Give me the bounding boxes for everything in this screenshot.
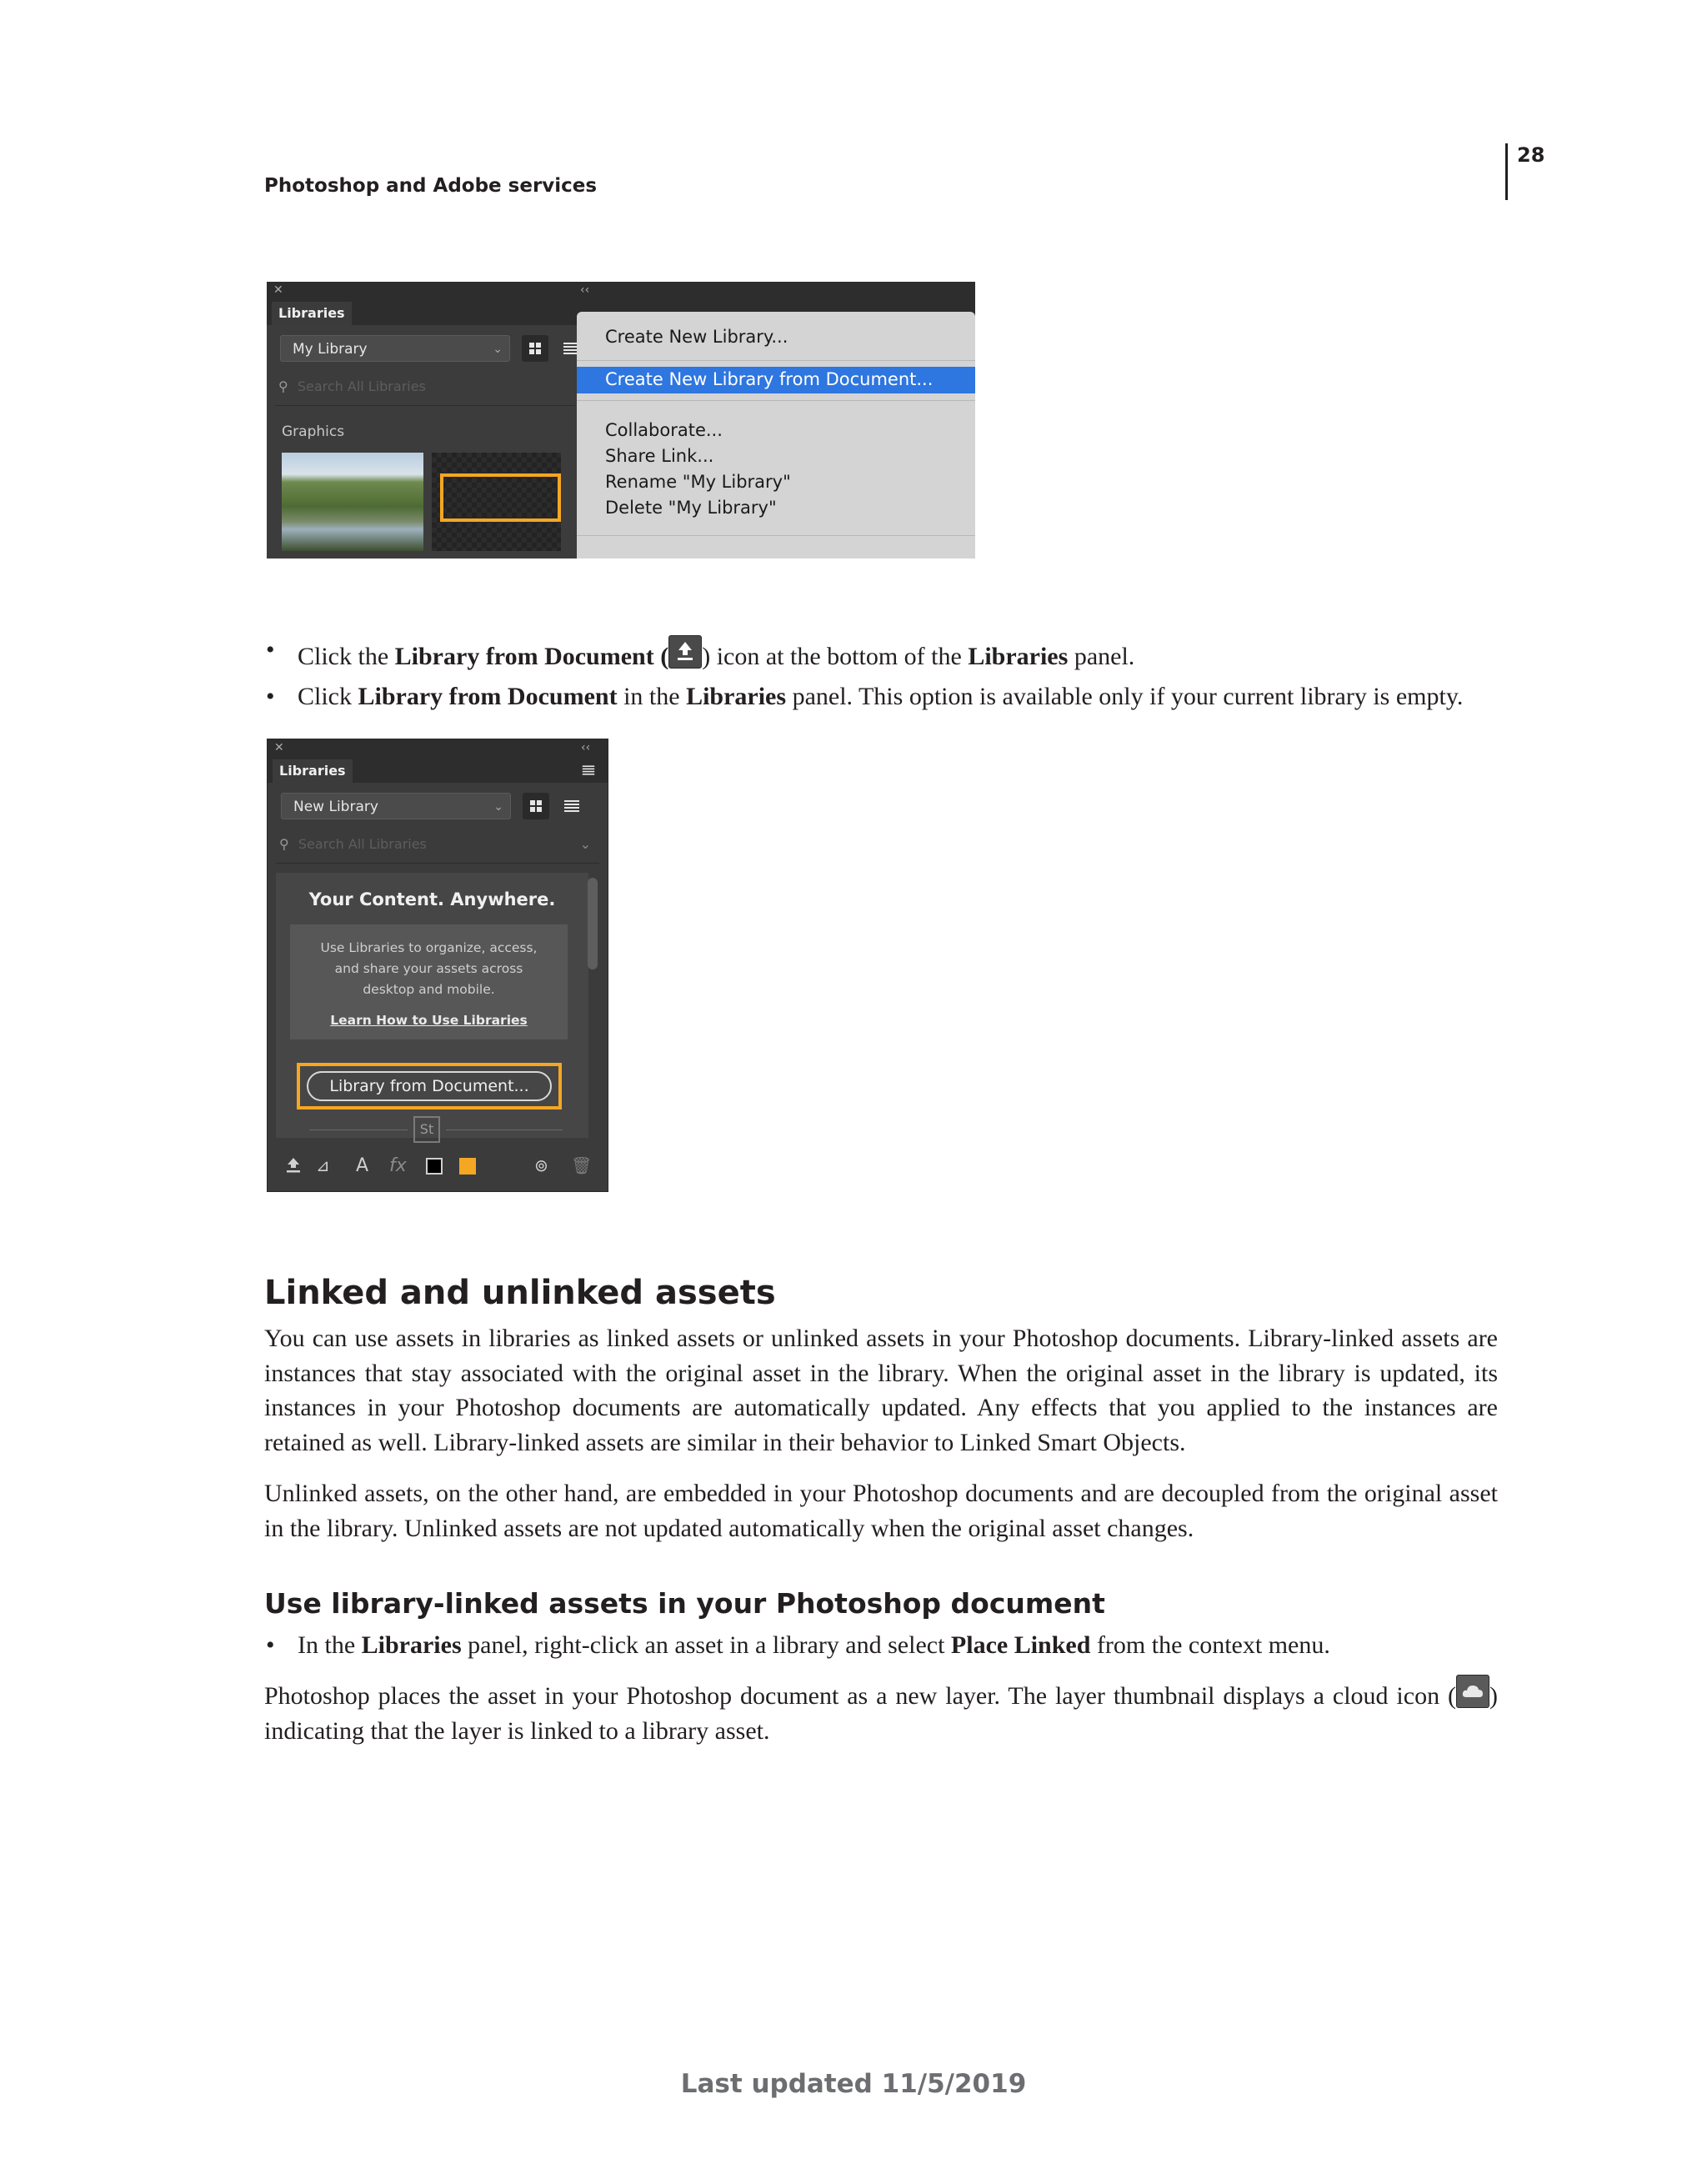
chevron-down-icon: ⌄	[493, 343, 503, 356]
menu-separator	[577, 400, 975, 401]
menu-item-share-link[interactable]: Share Link...	[605, 446, 714, 466]
search-placeholder: Search All Libraries	[297, 378, 426, 394]
add-character-style-icon[interactable]: A	[356, 1155, 369, 1176]
library-select-value: New Library	[293, 799, 378, 815]
collapse-icon[interactable]: ‹‹	[581, 741, 591, 754]
library-flyout-menu	[577, 312, 975, 559]
new-library-panel-screenshot	[267, 739, 608, 1192]
selection-frame	[440, 473, 561, 522]
library-select[interactable]	[281, 793, 511, 819]
add-layer-style-icon[interactable]: fx	[389, 1155, 407, 1176]
learn-libraries-link[interactable]: Learn How to Use Libraries	[330, 1013, 528, 1028]
menu-item-rename[interactable]: Rename "My Library"	[605, 472, 791, 492]
grid-view-button[interactable]	[523, 793, 549, 819]
info-box	[290, 924, 568, 1039]
collapse-icon[interactable]: ‹‹	[580, 283, 590, 297]
grid-icon	[529, 343, 541, 354]
content-title: Your Content. Anywhere.	[308, 889, 556, 909]
paragraph-linked-assets: You can use assets in libraries as linked assets or unlinked assets in your Photoshop documents. Library-linked assets are instances that stay associated with the original asset in the library. When the original asset in the library is updated, its instances in your Photoshop documents are automatically updated. Any effects that you applied to the instances are retained as well. Library-linked assets are similar in their behavior to Linked Smart Objects.	[264, 1325, 1498, 1456]
section-heading-linked-unlinked: Linked and unlinked assets	[264, 1274, 776, 1312]
adobe-stock-icon[interactable]: St	[413, 1116, 440, 1143]
menu-separator	[577, 360, 975, 361]
header-rule	[1505, 143, 1508, 200]
background-color-swatch[interactable]	[459, 1158, 476, 1175]
divider	[276, 863, 599, 864]
bullet-marker: •	[266, 1631, 275, 1659]
library-select-value: My Library	[293, 341, 368, 358]
footer-last-updated: Last updated 11/5/2019	[680, 2069, 1027, 2099]
search-icon: ⚲	[278, 378, 288, 394]
page-number: 28	[1517, 143, 1545, 167]
library-from-document-button[interactable]: Library from Document...	[307, 1071, 552, 1101]
search-field[interactable]	[279, 836, 596, 852]
paragraph-unlinked-assets: Unlinked assets, on the other hand, are embedded in your Photoshop documents and are decoupled from the original asset in the library. Unlinked assets are not updated automatically when the original asset changes.	[264, 1480, 1498, 1542]
library-from-document-icon[interactable]	[284, 1155, 303, 1180]
close-icon[interactable]: ✕	[274, 741, 284, 754]
menu-item-collaborate[interactable]: Collaborate...	[605, 420, 723, 440]
trash-icon[interactable]: 🗑	[571, 1155, 593, 1175]
menu-item-delete[interactable]: Delete "My Library"	[605, 498, 777, 518]
scrollbar[interactable]	[588, 878, 598, 969]
add-graphic-icon[interactable]: ⊿	[316, 1155, 330, 1175]
creative-cloud-icon[interactable]: ⊚	[534, 1155, 548, 1175]
close-icon[interactable]: ✕	[273, 283, 283, 297]
panel-tab-bar	[268, 739, 608, 783]
running-head: Photoshop and Adobe services	[264, 175, 598, 197]
library-from-document-icon	[668, 635, 702, 669]
menu-separator	[577, 535, 975, 536]
paragraph-cloud-icon: Photoshop places the asset in your Photoshop document as a new layer. The layer thumbnail displays a cloud icon ( ) indicating that the layer is linked to a library asset.	[264, 1675, 1498, 1748]
menu-item-label: Create New Library from Document...	[605, 369, 934, 389]
cloud-icon	[1456, 1675, 1489, 1708]
info-text: Use Libraries to organize, access, and share your assets across desktop and mobile.	[320, 940, 538, 997]
library-select[interactable]	[280, 335, 510, 362]
chevron-down-icon[interactable]: ⌄	[579, 836, 591, 852]
chevron-down-icon: ⌄	[493, 800, 503, 814]
panel-tab-libraries[interactable]: Libraries	[273, 759, 353, 783]
subsection-heading-use-linked-assets: Use library-linked assets in your Photoshop document	[264, 1587, 1105, 1620]
section-label-graphics: Graphics	[282, 423, 345, 440]
libraries-menu-screenshot	[267, 282, 975, 559]
asset-thumbnail-landscape[interactable]	[282, 453, 423, 551]
divider	[275, 405, 575, 406]
bullet-library-from-document-icon: Click the Library from Document ( ) icon at the bottom of the Libraries panel.	[298, 635, 1134, 672]
selection-frame	[297, 1063, 562, 1110]
foreground-color-swatch[interactable]	[426, 1158, 443, 1175]
search-icon: ⚲	[279, 836, 289, 852]
bullet-library-from-document-panel: Click Library from Document in the Libraries panel. This option is available only if your current library is empty.	[298, 683, 1464, 710]
panel-tab-libraries[interactable]: Libraries	[272, 302, 352, 325]
panel-menu-icon[interactable]	[583, 765, 594, 774]
bullet-marker: •	[266, 636, 275, 664]
grid-view-button[interactable]	[522, 335, 548, 362]
bullet-place-linked: In the Libraries panel, right-click an asset in a library and select Place Linked from the context menu.	[298, 1631, 1330, 1659]
bullet-marker: •	[266, 683, 275, 710]
empty-library-content	[276, 873, 588, 1138]
grid-icon	[530, 800, 542, 812]
list-view-icon[interactable]	[564, 800, 579, 812]
menu-item-create-new-library[interactable]: Create New Library...	[605, 327, 788, 347]
search-placeholder: Search All Libraries	[298, 836, 427, 852]
menu-item-create-from-document[interactable]	[577, 367, 975, 393]
search-field[interactable]	[278, 378, 426, 394]
